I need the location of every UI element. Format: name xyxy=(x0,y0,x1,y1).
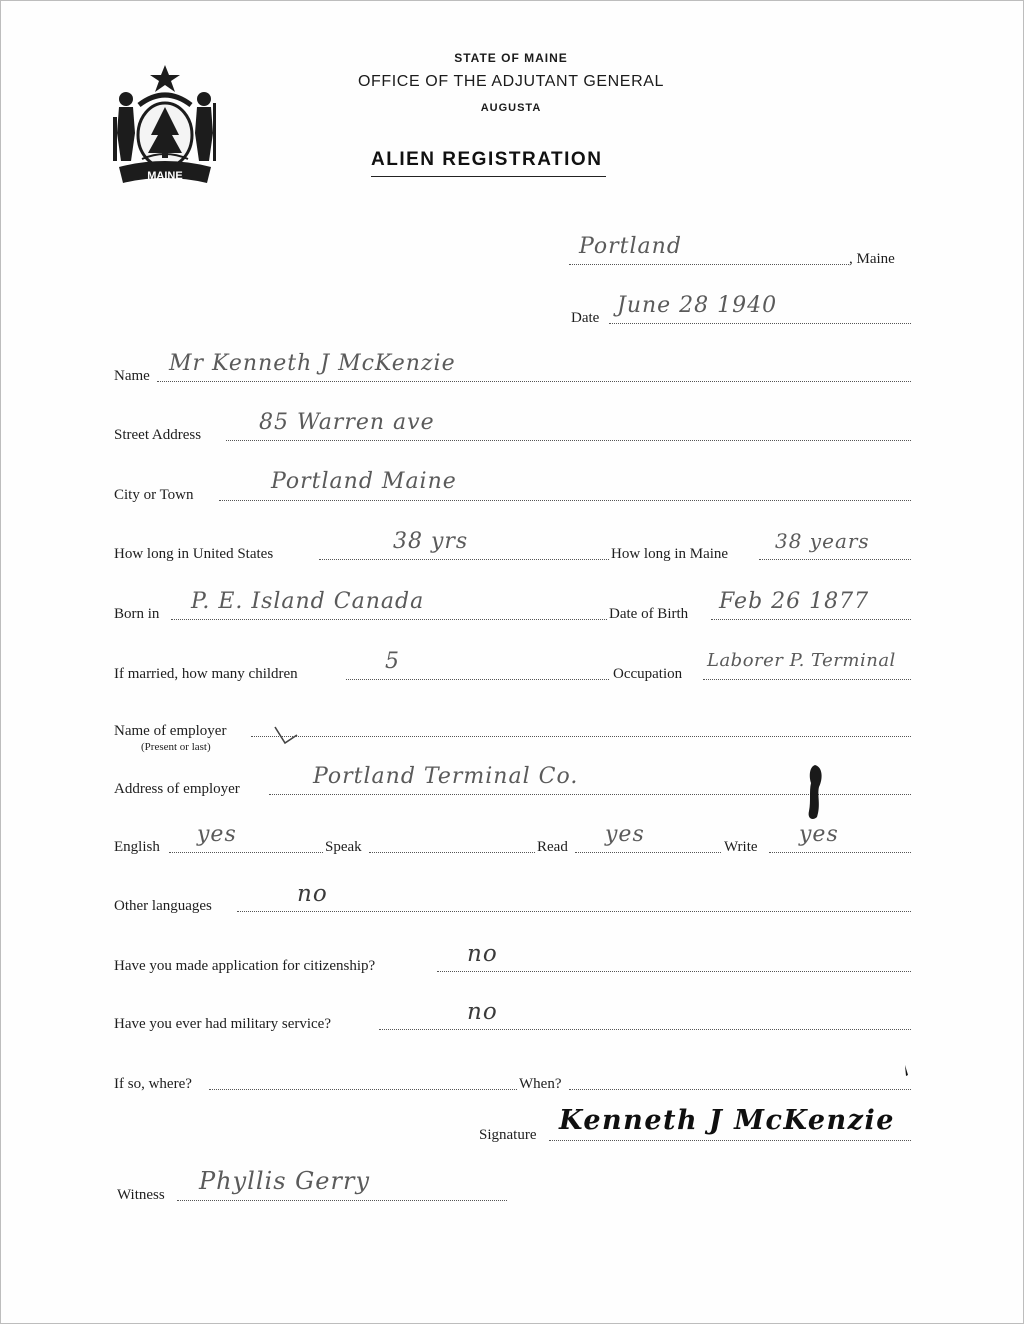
english-value: yes xyxy=(197,822,237,847)
date-of-birth-value: Feb 26 1877 xyxy=(719,589,870,614)
date-value: June 28 1940 xyxy=(617,293,778,318)
witness-label: Witness xyxy=(117,1187,165,1203)
street-address-line xyxy=(226,440,911,441)
where-line xyxy=(209,1089,517,1090)
other-languages-value: no xyxy=(297,881,328,907)
name-line xyxy=(157,381,911,382)
name-label: Name xyxy=(114,368,150,384)
street-address-value: 85 Warren ave xyxy=(259,410,435,435)
children-value: 5 xyxy=(385,649,400,674)
signature-line xyxy=(549,1140,911,1141)
ink-mark xyxy=(271,723,301,749)
born-in-value: P. E. Island Canada xyxy=(191,589,425,614)
military-label: Have you ever had military service? xyxy=(114,1016,331,1032)
citizenship-label: Have you made application for citizenship? xyxy=(114,958,376,974)
how-long-us-line xyxy=(319,559,609,560)
born-in-line xyxy=(171,619,607,620)
employer-note: (Present or last) xyxy=(141,741,211,753)
city-value: Portland Maine xyxy=(271,469,457,494)
name-value: Mr Kenneth J McKenzie xyxy=(169,351,456,376)
employer-address-value: Portland Terminal Co. xyxy=(313,764,579,789)
street-address-label: Street Address xyxy=(114,427,202,443)
how-long-us-value: 38 yrs xyxy=(393,529,469,554)
seal-banner-text: MAINE xyxy=(147,170,183,182)
place-line xyxy=(569,264,849,265)
date-of-birth-line xyxy=(711,619,911,620)
occupation-label: Occupation xyxy=(613,666,683,682)
read-label: Read xyxy=(537,839,568,855)
english-label: English xyxy=(114,839,160,855)
children-line xyxy=(346,679,609,680)
city-line xyxy=(219,500,911,501)
speak-label: Speak xyxy=(325,839,362,855)
other-languages-line xyxy=(237,911,911,912)
english-line xyxy=(169,852,323,853)
read-value: yes xyxy=(605,822,645,847)
how-long-maine-value: 38 years xyxy=(775,529,870,553)
speak-line xyxy=(369,852,535,853)
maine-label: , Maine xyxy=(849,251,895,267)
read-line xyxy=(575,852,721,853)
military-value: no xyxy=(467,999,498,1025)
how-long-maine-line xyxy=(759,559,911,560)
witness-value: Phyllis Gerry xyxy=(199,1167,371,1195)
employer-label: Name of employer xyxy=(114,723,227,739)
signature-label: Signature xyxy=(479,1127,537,1143)
place-value: Portland xyxy=(579,234,682,259)
ink-dot xyxy=(901,1063,913,1079)
date-label: Date xyxy=(571,310,600,326)
write-line xyxy=(769,852,911,853)
citizenship-line xyxy=(437,971,911,972)
header-office: OFFICE OF THE ADJUTANT GENERAL xyxy=(357,73,665,90)
children-label: If married, how many children xyxy=(114,666,298,682)
write-value: yes xyxy=(799,822,839,847)
employer-address-label: Address of employer xyxy=(114,781,240,797)
employer-line xyxy=(251,736,911,737)
city-label: City or Town xyxy=(114,487,194,503)
how-long-maine-label: How long in Maine xyxy=(611,546,729,562)
maine-state-seal xyxy=(109,63,221,187)
write-label: Write xyxy=(724,839,758,855)
witness-line xyxy=(177,1200,507,1201)
when-line xyxy=(569,1089,911,1090)
occupation-value: Laborer P. Terminal xyxy=(707,650,896,671)
other-languages-label: Other languages xyxy=(114,898,212,914)
header-city: AUGUSTA xyxy=(480,102,542,114)
form-title: ALIEN REGISTRATION xyxy=(371,149,606,177)
citizenship-value: no xyxy=(467,941,498,967)
occupation-line xyxy=(703,679,911,680)
signature-value: Kenneth J McKenzie xyxy=(559,1105,895,1136)
when-label: When? xyxy=(519,1076,562,1092)
ink-blot xyxy=(801,761,831,825)
how-long-us-label: How long in United States xyxy=(114,546,274,562)
born-in-label: Born in xyxy=(114,606,160,622)
date-of-birth-label: Date of Birth xyxy=(609,606,689,622)
header-state: STATE OF MAINE xyxy=(454,51,568,65)
where-label: If so, where? xyxy=(114,1076,192,1092)
military-line xyxy=(379,1029,911,1030)
date-line xyxy=(609,323,911,324)
